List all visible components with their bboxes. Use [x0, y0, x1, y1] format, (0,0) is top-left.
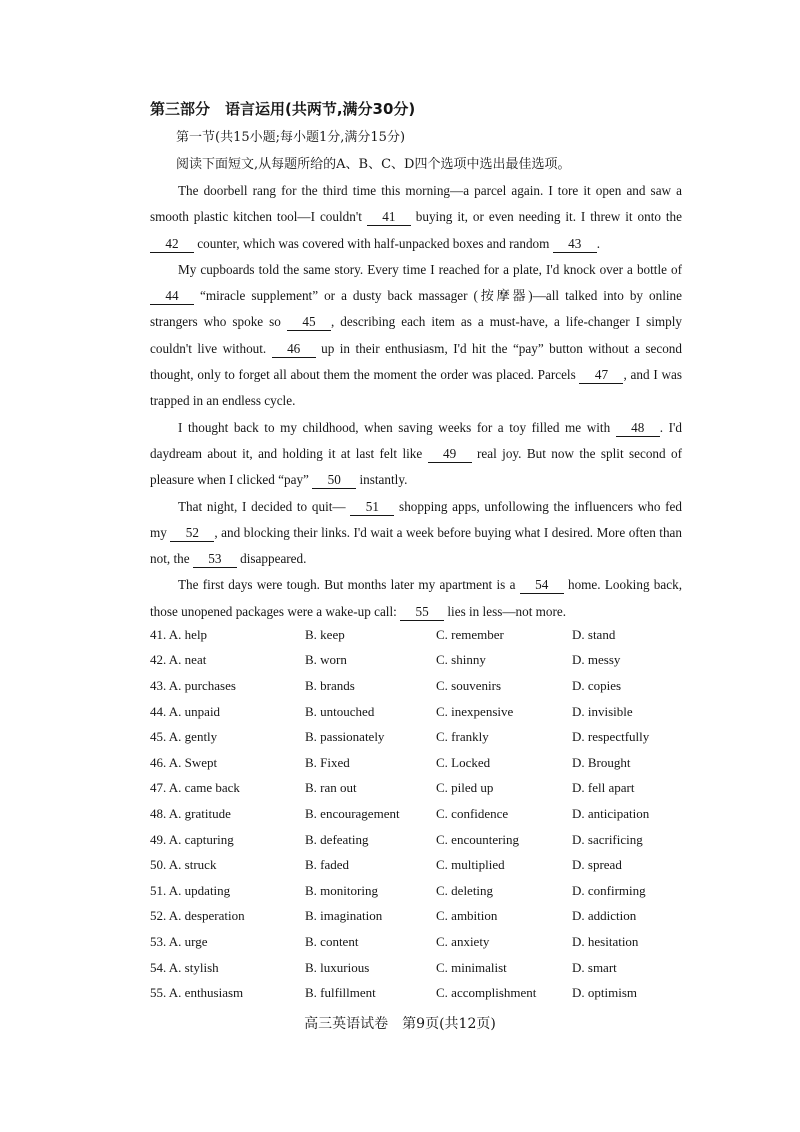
option-a: 51. A. updating: [150, 882, 231, 898]
passage-text: I thought back to my childhood, when saving weeks for a toy filled me with: [178, 419, 616, 435]
option-row: [150, 955, 690, 981]
option-a: 50. A. struck: [150, 857, 217, 873]
option-a: 53. A. urge: [150, 933, 208, 949]
option-a: 45. A. gently: [150, 729, 218, 745]
passage-text: lies in less—not more.: [444, 603, 567, 619]
option-d: D. fell apart: [572, 780, 635, 796]
subsection-heading: 第一节(共15小题;每小题1分,满分15分): [176, 130, 406, 145]
passage-text: disappeared.: [236, 551, 307, 567]
option-c: C. ambition: [436, 908, 498, 924]
option-row: [150, 622, 690, 648]
option-d: D. invisible: [572, 703, 633, 719]
passage-text: That night, I decided to quit—: [178, 498, 351, 514]
option-d: D. copies: [572, 677, 622, 693]
passage-text: , describing each item as a must-have, a life-changer I simply couldn't live without.: [150, 314, 682, 356]
option-a: 46. A. Swept: [150, 754, 218, 770]
option-b: B. Fixed: [305, 754, 350, 770]
option-row: [150, 776, 690, 802]
passage-paragraph-1: [150, 178, 682, 257]
option-c: C. souvenirs: [436, 677, 501, 693]
option-a: 49. A. capturing: [150, 831, 234, 847]
option-d: D. addiction: [572, 908, 637, 924]
option-row: [150, 801, 690, 827]
option-c: C. anxiety: [436, 933, 490, 949]
option-b: B. defeating: [305, 831, 369, 847]
option-c: C. encountering: [436, 831, 520, 847]
blank-46: 46: [272, 340, 316, 358]
passage-paragraph-5: [150, 572, 682, 625]
passage-text: shopping apps, unfollowing the influencers who fed my: [150, 498, 682, 540]
option-c: C. minimalist: [436, 959, 507, 975]
option-b: B. ran out: [305, 780, 357, 796]
option-d: D. sacrificing: [572, 831, 643, 847]
blank-49: 49: [428, 445, 472, 463]
option-b: B. brands: [305, 677, 355, 693]
option-c: C. deleting: [436, 882, 494, 898]
option-d: D. respectfully: [572, 729, 650, 745]
option-b: B. encouragement: [305, 805, 400, 821]
option-a: 48. A. gratitude: [150, 805, 231, 821]
option-d: D. messy: [572, 652, 621, 668]
blank-55: 55: [400, 603, 444, 621]
option-d: D. Brought: [572, 754, 631, 770]
option-row: [150, 904, 690, 930]
passage-text: .: [596, 235, 601, 251]
passage-text: real joy. But now the split second of pleasure when I clicked “pay”: [150, 445, 682, 488]
section-title: 第三部分 语言运用(共两节,满分30分): [150, 100, 416, 118]
option-b: B. keep: [305, 626, 345, 642]
passage-text: , and I was trapped in an endless cycle.: [150, 367, 682, 409]
option-row: [150, 929, 690, 955]
passage-text: . I'd daydream about it, and holding it at last felt like: [150, 419, 682, 461]
blank-41: 41: [367, 208, 411, 226]
blank-54: 54: [520, 576, 564, 594]
blank-48: 48: [616, 419, 660, 437]
passage-text: home. Looking back, those unopened packages were a wake-up call:: [150, 577, 682, 619]
blank-42: 42: [150, 235, 194, 253]
option-b: B. faded: [305, 857, 350, 873]
option-b: B. passionately: [305, 729, 385, 745]
option-a: 47. A. came back: [150, 780, 240, 796]
blank-52: 52: [170, 524, 214, 542]
passage-paragraph-2: [150, 257, 682, 415]
blank-43: 43: [553, 235, 597, 253]
option-c: C. shinny: [436, 652, 486, 668]
option-d: D. optimism: [572, 985, 638, 1001]
blank-50: 50: [312, 471, 356, 489]
option-c: C. frankly: [436, 729, 489, 745]
option-d: D. hesitation: [572, 933, 639, 949]
option-row: [150, 878, 690, 904]
blank-51: 51: [350, 498, 394, 516]
option-d: D. smart: [572, 959, 617, 975]
option-c: C. piled up: [436, 780, 494, 796]
passage-text: The doorbell rang for the third time this morning—a parcel again. I tore it open and saw a smooth plastic kitchen tool—I couldn't: [150, 183, 682, 225]
passage-text: up in their enthusiasm, I'd hit the “pay” button without a second thought, only to forget all about them the moment the order was placed. Parcels: [150, 340, 682, 383]
blank-45: 45: [287, 313, 331, 331]
passage-text: instantly.: [356, 472, 408, 488]
option-c: C. Locked: [436, 754, 491, 770]
option-d: D. spread: [572, 857, 622, 873]
page-footer: 高三英语试卷 第9页(共12页): [304, 1016, 496, 1032]
cloze-passage: [150, 178, 682, 625]
option-row: [150, 827, 690, 853]
option-row: [150, 724, 690, 750]
option-a: 54. A. stylish: [150, 959, 219, 975]
passage-paragraph-4: [150, 494, 682, 573]
option-row: [150, 980, 690, 1006]
option-d: D. anticipation: [572, 805, 650, 821]
option-d: D. confirming: [572, 882, 646, 898]
option-row: [150, 750, 690, 776]
option-b: B. luxurious: [305, 959, 370, 975]
passage-paragraph-3: [150, 415, 682, 494]
passage-text: buying it, or even needing it. I threw it onto the: [410, 209, 683, 225]
instruction-text: 阅读下面短文,从每题所给的A、B、C、D四个选项中选出最佳选项。: [176, 157, 571, 172]
option-row: [150, 673, 690, 699]
option-c: C. confidence: [436, 805, 509, 821]
option-row: [150, 648, 690, 674]
option-b: B. fulfillment: [305, 985, 376, 1001]
option-b: B. imagination: [305, 908, 383, 924]
option-a: 55. A. enthusiasm: [150, 985, 244, 1001]
option-a: 52. A. desperation: [150, 908, 245, 924]
blank-47: 47: [579, 366, 623, 384]
option-b: B. worn: [305, 652, 347, 668]
option-a: 43. A. purchases: [150, 677, 236, 693]
option-b: B. content: [305, 933, 359, 949]
blank-53: 53: [193, 550, 237, 568]
option-c: C. accomplishment: [436, 985, 537, 1001]
passage-text: The first days were tough. But months later my apartment is a: [178, 577, 520, 593]
option-b: B. monitoring: [305, 882, 378, 898]
passage-text: counter, which was covered with half-unpacked boxes and random: [194, 235, 553, 251]
option-c: C. multiplied: [436, 857, 505, 873]
option-row: [150, 699, 690, 725]
option-a: 41. A. help: [150, 626, 208, 642]
option-row: [150, 852, 690, 878]
option-d: D. stand: [572, 626, 616, 642]
passage-text: , and blocking their links. I'd wait a week before buying what I desired. More often than not, the: [150, 524, 683, 567]
option-b: B. untouched: [305, 703, 375, 719]
answer-options: [150, 622, 690, 1006]
option-c: C. remember: [436, 626, 504, 642]
option-a: 42. A. neat: [150, 652, 207, 668]
option-a: 44. A. unpaid: [150, 703, 221, 719]
blank-44: 44: [150, 287, 194, 305]
passage-text: My cupboards told the same story. Every time I reached for a plate, I'd knock over a bottle of: [178, 261, 682, 277]
passage-text: “miracle supplement” or a dusty back massager (按摩器)—all talked into by online strangers who spoke so: [150, 288, 682, 330]
option-c: C. inexpensive: [436, 703, 514, 719]
